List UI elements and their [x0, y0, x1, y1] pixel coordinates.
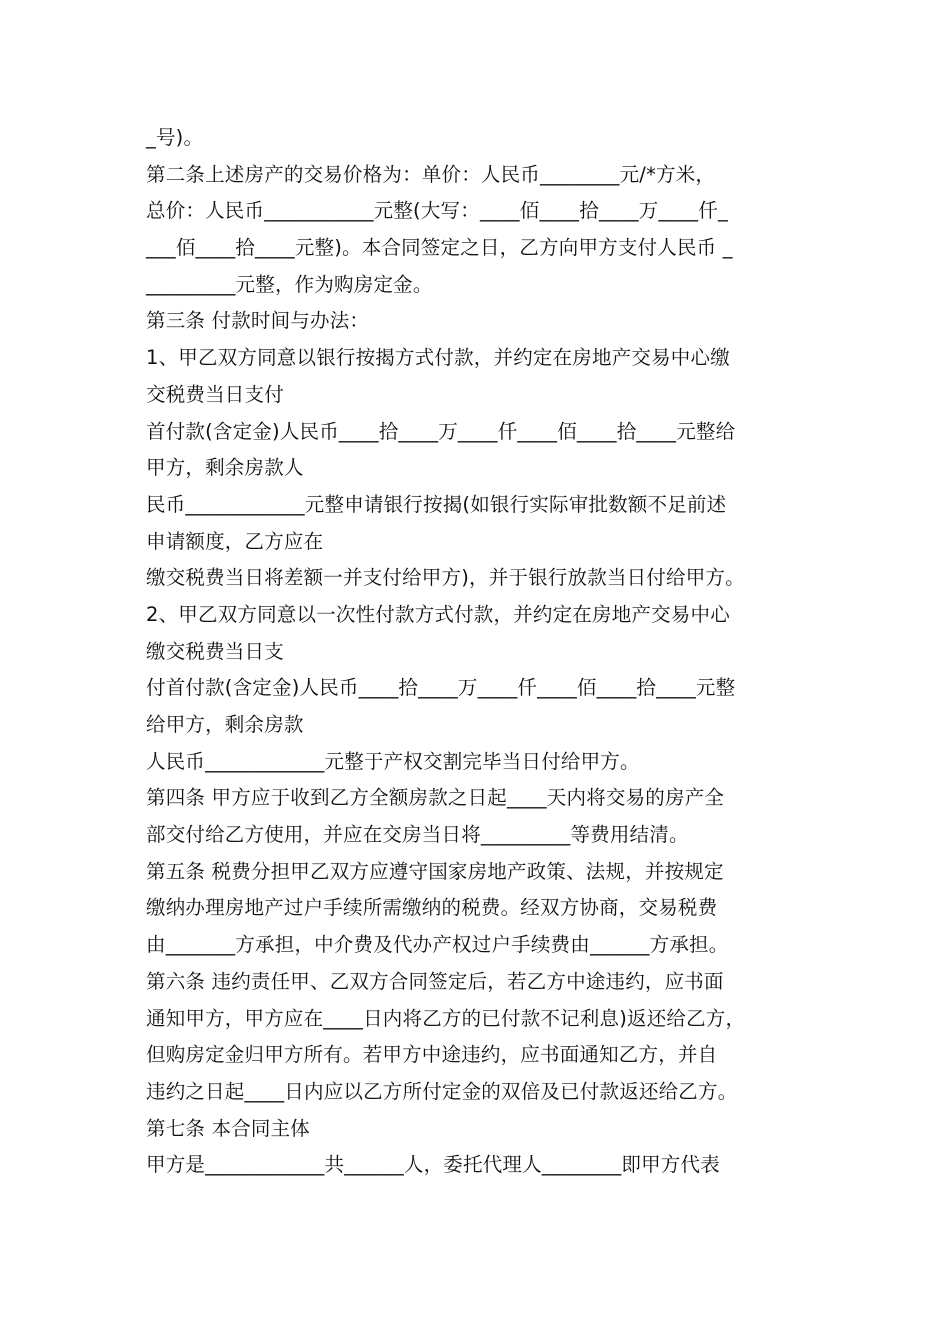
- text-line: 民币____________元整申请银行按揭(如银行实际审批数额不足前述: [146, 492, 727, 516]
- text-line: 通知甲方，甲方应在____日内将乙方的已付款不记利息)返还给乙方，: [146, 1006, 746, 1030]
- text-line: 缴交税费当日将差额一并支付给甲方)，并于银行放款当日付给甲方。: [146, 566, 745, 590]
- text-line: 总价：人民币___________元整(大写：____佰____拾____万____仟_: [146, 199, 728, 223]
- text-line: _________元整，作为购房定金。: [146, 272, 433, 296]
- text-line: 首付款(含定金)人民币____拾____万____仟____佰____拾____元整给: [146, 419, 736, 443]
- article-5-line: 第五条 税费分担甲乙双方应遵守国家房地产政策、法规，并按规定: [146, 859, 724, 883]
- contract-body: [146, 120, 816, 1184]
- text-line: 违约之日起____日内应以乙方所付定金的双倍及已付款返还给乙方。: [146, 1079, 738, 1103]
- text-line: 给甲方，剩余房款: [146, 713, 304, 736]
- text-line: ___佰____拾____元整)。本合同签定之日，乙方向甲方支付人民币 _: [146, 236, 733, 260]
- text-line: 申请额度，乙方应在: [146, 529, 324, 553]
- text-line: 甲方，剩余房款人: [146, 456, 304, 480]
- text-line: 人民币____________元整于产权交割完毕当日付给甲方。: [146, 749, 640, 773]
- clause-2-line: 2、甲乙双方同意以一次性付款方式付款，并约定在房地产交易中心: [146, 602, 730, 626]
- text-line: 甲方是____________共______人，委托代理人________即甲方代表: [146, 1153, 720, 1177]
- article-7-heading: 第七条 本合同主体: [146, 1116, 310, 1140]
- text-line: 由_______方承担，中介费及代办产权过户手续费由______方承担。: [146, 933, 729, 957]
- article-3-heading: 第三条 付款时间与办法：: [146, 309, 370, 333]
- text-line: 缴纳办理房地产过户手续所需缴纳的税费。经双方协商，交易税费: [146, 896, 718, 920]
- text-line: 但购房定金归甲方所有。若甲方中途违约，应书面通知乙方，并自: [146, 1043, 718, 1067]
- article-2-line: 第二条上述房产的交易价格为：单价：人民币________元/*方米，: [146, 162, 716, 186]
- text-line: 缴交税费当日支: [146, 639, 284, 663]
- text-line: 付首付款(含定金)人民币____拾____万____仟____佰____拾____元整: [146, 676, 736, 700]
- text-line: _号)。: [146, 126, 204, 149]
- article-4-line: 第四条 甲方应于收到乙方全额房款之日起____天内将交易的房产全: [146, 786, 725, 810]
- clause-1-line: 1、甲乙双方同意以银行按揭方式付款，并约定在房地产交易中心缴: [146, 346, 730, 370]
- text-line: 部交付给乙方使用，并应在交房当日将_________等费用结清。: [146, 823, 689, 847]
- text-line: 交税费当日支付: [146, 382, 284, 406]
- article-6-line: 第六条 违约责任甲、乙双方合同签定后，若乙方中途违约，应书面: [146, 969, 724, 993]
